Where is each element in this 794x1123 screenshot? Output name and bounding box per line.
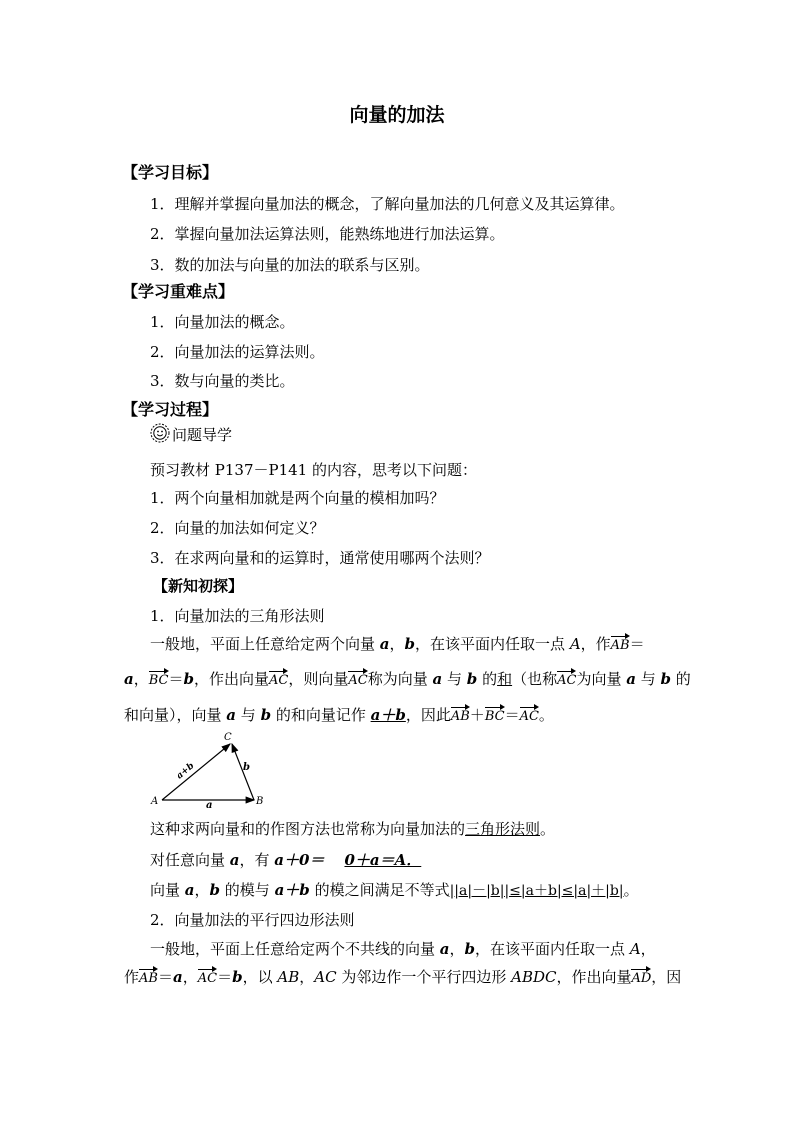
triangle-paragraph-line: 一般地，平面上任意给定两个向量 a，b，在该平面内任取一点 A，作AB＝ [150, 635, 645, 653]
question-item: 2．向量的加法如何定义？ [150, 519, 325, 537]
section-heading-goals: 【学习目标】 [122, 163, 219, 182]
vector-ac: AC [557, 669, 576, 688]
goal-item: 1．理解并掌握向量加法的概念，了解向量加法的几何意义及其运算律。 [150, 195, 625, 213]
zero-vector-rule: 对任意向量 a，有 a＋0＝ 0＋a＝A． [150, 851, 422, 869]
guide-heading-row [150, 423, 232, 445]
question-item: 3．在求两向量和的运算时，通常使用哪两个法则？ [150, 549, 490, 567]
section-heading-key-points: 【学习重难点】 [122, 282, 235, 301]
section-heading-process: 【学习过程】 [122, 400, 219, 419]
parallelogram-paragraph-line: 一般地，平面上任意给定两个不共线的向量 a，b，在该平面内任取一点 A， [150, 940, 656, 958]
triangle-paragraph-line: a，BC＝b，作出向量AC，则向量AC称为向量 a 与 b 的和（也称AC为向量 a 与 b 的 [124, 670, 691, 688]
triangle-rule-heading: 1．向量加法的三角形法则 [150, 607, 325, 625]
explore-heading: 【新知初探】 [153, 577, 244, 595]
point-b-label: B [256, 796, 264, 807]
page-title: 向量的加法 [349, 104, 445, 126]
vector-sum-arrow [162, 744, 230, 800]
vector-ab: AB [611, 634, 630, 653]
triangle-paragraph-line: 和向量），向量 a 与 b 的和向量记作 a＋b，因此AB＋BC＝AC。 [124, 706, 554, 724]
sum-term: 和 [497, 670, 513, 688]
side-b-label: b [243, 762, 250, 773]
vector-ac: AC [269, 669, 288, 688]
key-point-item: 3．数与向量的类比。 [150, 372, 295, 390]
point-a-label: A [151, 796, 159, 807]
point-c-label: C [224, 732, 232, 743]
smiley-sun-icon [150, 423, 170, 443]
guide-heading: 问题导学 [172, 426, 233, 444]
vector-ac: AC [348, 669, 367, 688]
parallelogram-paragraph-line: 作AB＝a，AC＝b，以 AB，AC 为邻边作一个平行四边形 ABDC，作出向量AD，因 [124, 968, 682, 986]
side-sum-label: a+b [174, 761, 197, 782]
triangle-inequality: 向量 a，b 的模与 a＋b 的模之间满足不等式||a|－|b||≤|a＋b|≤|a|＋|b|。 [150, 881, 639, 899]
question-item: 1．两个向量相加就是两个向量的模相加吗？ [150, 489, 445, 507]
vector-bc: BC [149, 669, 169, 688]
triangle-rule-note: 这种求两向量和的作图方法也常称为向量加法的三角形法则。 [150, 820, 556, 838]
goal-item: 2．掌握向量加法运算法则，能熟练地进行加法运算。 [150, 225, 505, 243]
vector-ad: AD [631, 967, 651, 986]
key-point-item: 1．向量加法的概念。 [150, 313, 295, 331]
side-a-label: a [206, 800, 213, 808]
parallelogram-rule-heading: 2．向量加法的平行四边形法则 [150, 911, 355, 929]
triangle-rule-figure [146, 726, 272, 808]
key-point-item: 2．向量加法的运算法则。 [150, 343, 325, 361]
preview-instruction: 预习教材 P137－P141 的内容，思考以下问题： [150, 461, 477, 479]
goal-item: 3．数的加法与向量的加法的联系与区别。 [150, 256, 430, 274]
